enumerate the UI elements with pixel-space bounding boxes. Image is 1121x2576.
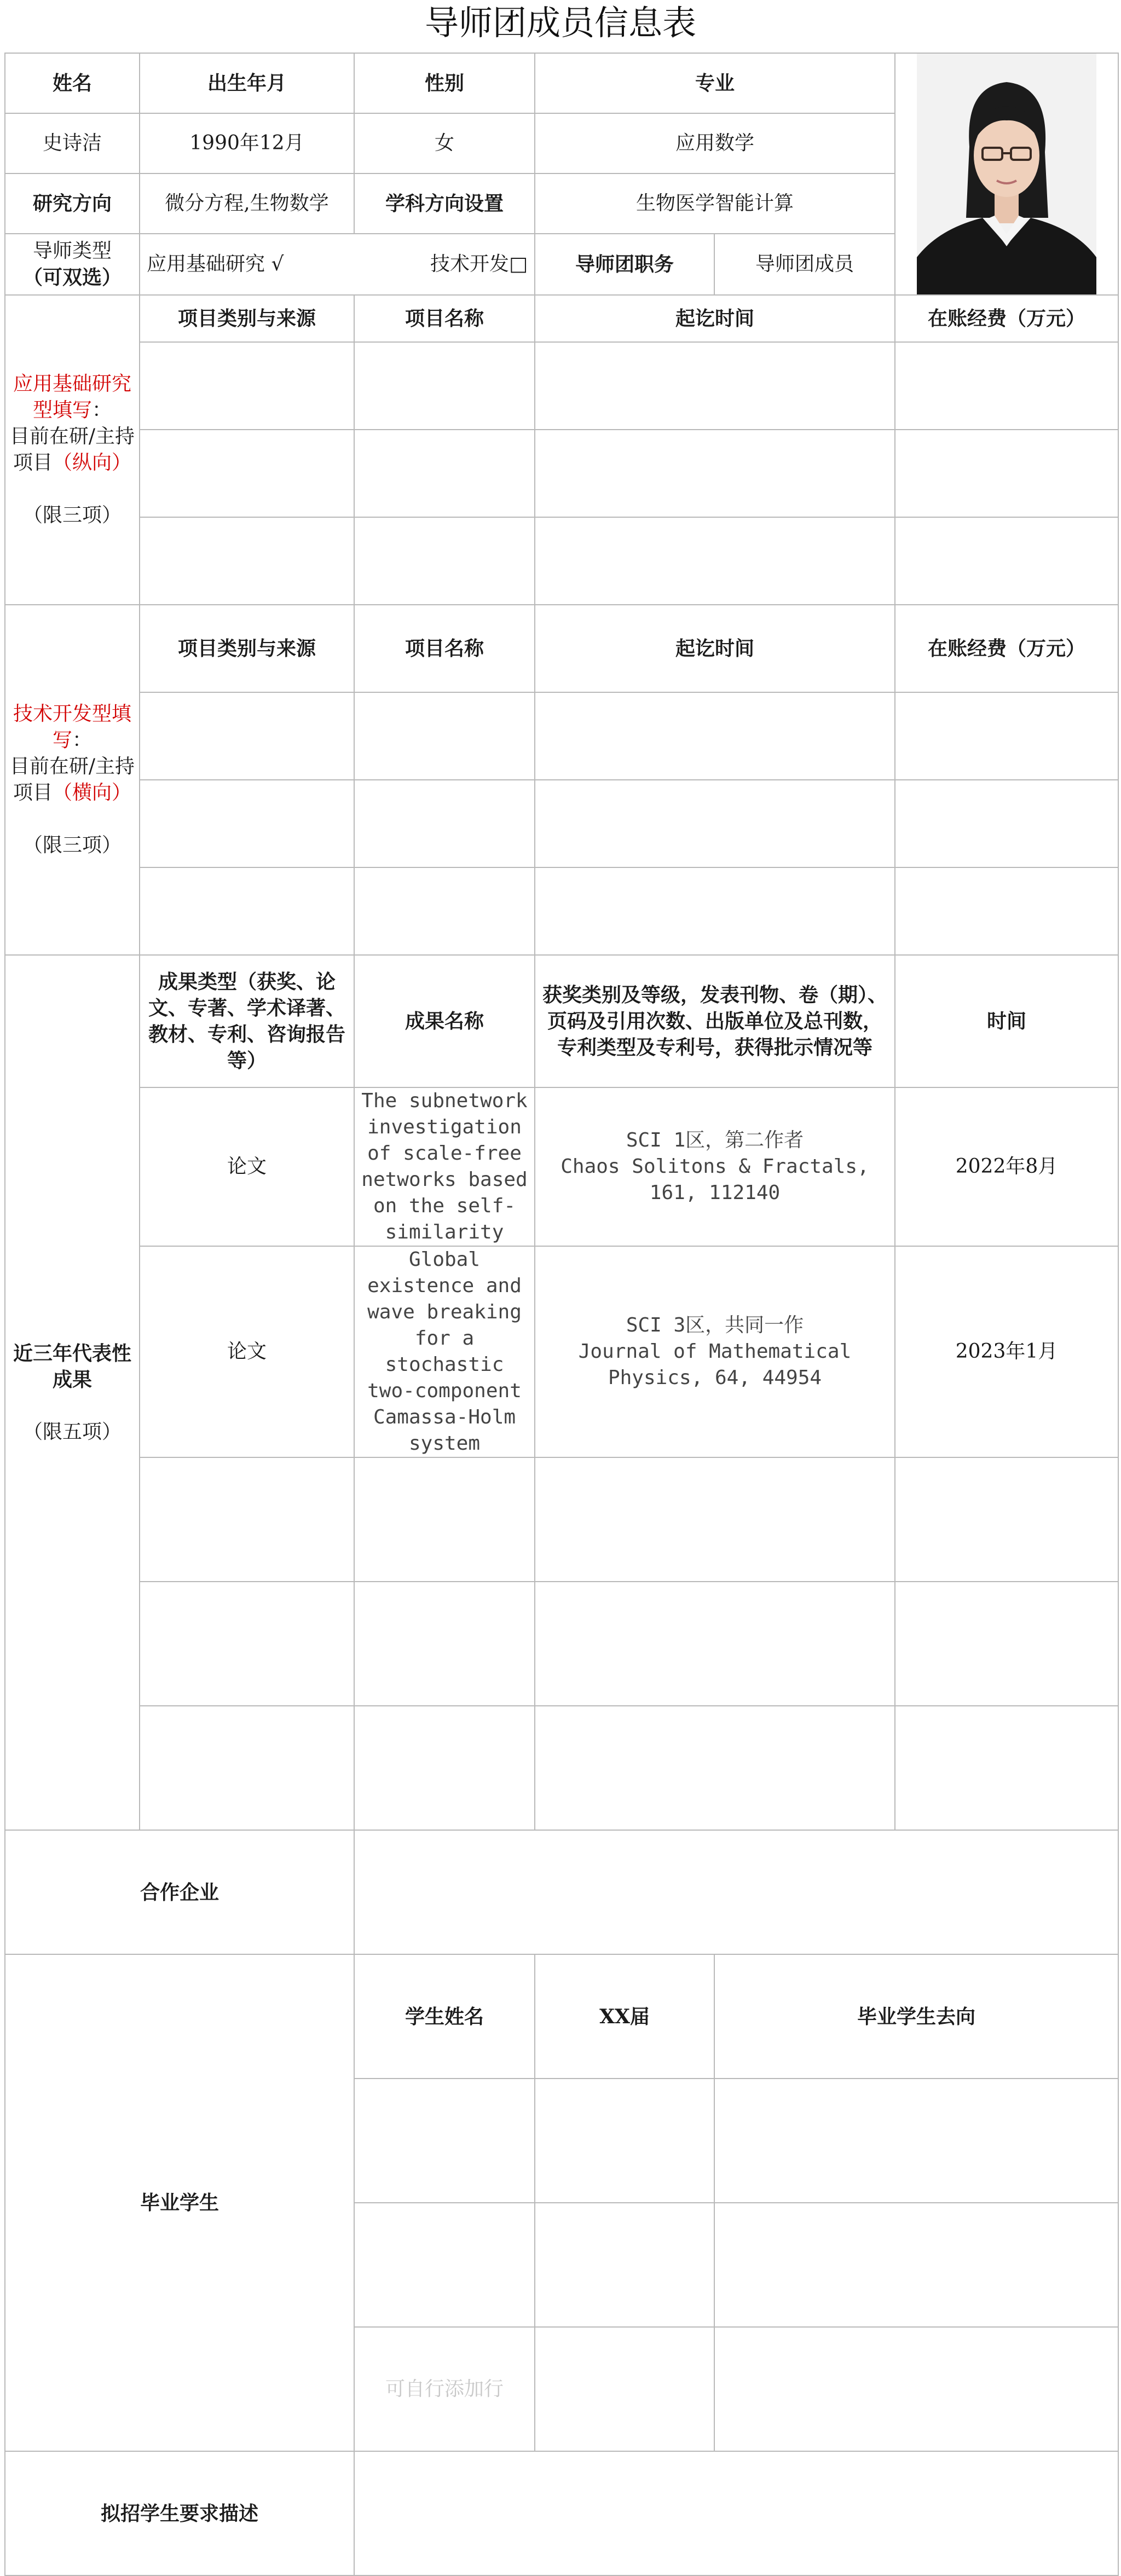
table-row xyxy=(5,342,1118,430)
table-cell[interactable] xyxy=(535,867,895,955)
table-cell[interactable] xyxy=(895,1582,1118,1706)
achievement-detail-line2: Journal of Mathematical Physics, 64, 44954 xyxy=(578,1340,852,1389)
table-cell[interactable] xyxy=(140,867,354,955)
discipline-label: 学科方向设置 xyxy=(354,173,535,234)
table-cell[interactable] xyxy=(895,867,1118,955)
table-cell[interactable] xyxy=(535,430,895,517)
graduates-label: 毕业学生 xyxy=(5,1954,354,2451)
tech-label-colon: ： xyxy=(72,729,93,751)
name-value: 史诗洁 xyxy=(5,113,140,173)
add-row-hint: 可自行添加行 xyxy=(354,2327,535,2451)
partner-value[interactable] xyxy=(354,1830,1118,1954)
table-cell[interactable] xyxy=(354,780,535,867)
col-student-name: 学生姓名 xyxy=(354,1954,535,2079)
birth-label: 出生年月 xyxy=(140,53,354,113)
col-student-class: XX届 xyxy=(535,1954,714,2079)
table-cell[interactable] xyxy=(354,867,535,955)
achievements-label xyxy=(5,955,140,1830)
table-cell[interactable] xyxy=(354,517,535,605)
partner-label: 合作企业 xyxy=(5,1830,354,1954)
page-title: 导师团成员信息表 xyxy=(424,3,696,43)
table-cell[interactable] xyxy=(535,2327,714,2451)
table-cell[interactable] xyxy=(895,430,1118,517)
table-cell[interactable] xyxy=(140,1706,354,1830)
table-cell[interactable] xyxy=(354,1457,535,1582)
portrait-photo xyxy=(917,54,1096,294)
tech-projects-label xyxy=(5,605,140,955)
achievement-detail-line1: SCI 1区，第二作者 xyxy=(626,1129,804,1151)
table-cell[interactable] xyxy=(354,1706,535,1830)
achievement-detail xyxy=(535,1087,895,1246)
col-tech-name: 项目名称 xyxy=(354,605,535,692)
col-project-source: 项目类别与来源 xyxy=(140,295,354,342)
col-project-name: 项目名称 xyxy=(354,295,535,342)
research-value: 微分方程,生物数学 xyxy=(140,173,354,234)
table-cell[interactable] xyxy=(140,692,354,780)
table-cell[interactable] xyxy=(354,430,535,517)
col-tech-period: 起讫时间 xyxy=(535,605,895,692)
table-cell[interactable] xyxy=(535,2079,714,2203)
table-row xyxy=(5,517,1118,605)
table-row xyxy=(5,780,1118,867)
major-value: 应用数学 xyxy=(535,113,895,173)
tech-label-red-2: （横向） xyxy=(53,782,132,804)
photo-cell xyxy=(895,53,1118,295)
discipline-value: 生物医学智能计算 xyxy=(535,173,895,234)
table-cell[interactable] xyxy=(535,2203,714,2327)
birth-value: 1990年12月 xyxy=(140,113,354,173)
table-row xyxy=(5,430,1118,517)
table-cell[interactable] xyxy=(895,780,1118,867)
table-cell[interactable] xyxy=(714,2203,1118,2327)
table-cell[interactable] xyxy=(535,1706,895,1830)
table-cell[interactable] xyxy=(140,430,354,517)
table-row xyxy=(5,1582,1118,1706)
achievement-detail-line1: SCI 3区，共同一作 xyxy=(626,1314,804,1336)
table-row xyxy=(5,692,1118,780)
tutor-type-value xyxy=(140,234,535,295)
basic-label-red-2: （纵向） xyxy=(53,451,132,474)
gender-value: 女 xyxy=(354,113,535,173)
table-cell[interactable] xyxy=(535,1582,895,1706)
achievement-time: 2023年1月 xyxy=(895,1246,1118,1457)
col-achievement-name: 成果名称 xyxy=(354,955,535,1087)
table-cell[interactable] xyxy=(354,1582,535,1706)
basic-label-black: 目前在研/主持项目 xyxy=(9,425,135,474)
achievement-detail xyxy=(535,1246,895,1457)
achievement-name: The subnetwork investigation of scale-free networks based on the self-similarity xyxy=(354,1087,535,1246)
table-row xyxy=(5,1457,1118,1582)
basic-label-colon: ： xyxy=(92,399,112,421)
table-row xyxy=(5,1246,1118,1457)
table-cell[interactable] xyxy=(140,1582,354,1706)
tech-label-limit: （限三项） xyxy=(22,834,122,856)
col-achievement-time: 时间 xyxy=(895,955,1118,1087)
col-project-period: 起讫时间 xyxy=(535,295,895,342)
tech-label-black: 目前在研/主持项目 xyxy=(9,755,135,804)
col-tech-source: 项目类别与来源 xyxy=(140,605,354,692)
table-cell[interactable] xyxy=(535,1457,895,1582)
type-basic-option: 应用基础研究 √ xyxy=(147,252,284,275)
requirements-value[interactable] xyxy=(354,2451,1118,2575)
achievement-detail-line2: Chaos Solitons & Fractals, 161, 112140 xyxy=(560,1155,869,1204)
table-cell[interactable] xyxy=(895,1706,1118,1830)
basic-label-red: 应用基础研究型填写 xyxy=(13,373,131,421)
col-achievement-type: 成果类型（获奖、论文、专著、学术译著、教材、专利、咨询报告等） xyxy=(140,955,354,1087)
col-project-funds: 在账经费（万元） xyxy=(895,295,1118,342)
type-tech-option: 技术开发□ xyxy=(430,252,528,275)
table-cell[interactable] xyxy=(140,342,354,430)
basic-label-limit: （限三项） xyxy=(22,504,122,526)
col-achievement-detail: 获奖类别及等级，发表刊物、卷（期）、页码及引用次数、出版单位及总刊数，专利类型及专利号，获得批示情况等 xyxy=(535,955,895,1087)
tutor-type-label xyxy=(5,234,140,295)
tutor-type-label-line2: （可双选） xyxy=(22,265,122,289)
table-cell[interactable] xyxy=(714,2079,1118,2203)
table-cell[interactable] xyxy=(895,1457,1118,1582)
table-cell[interactable] xyxy=(535,780,895,867)
gender-label: 性别 xyxy=(354,53,535,113)
major-label: 专业 xyxy=(535,53,895,113)
basic-projects-label xyxy=(5,295,140,605)
achievements-label-limit: （限五项） xyxy=(22,1420,122,1443)
table-cell[interactable] xyxy=(535,517,895,605)
table-cell[interactable] xyxy=(535,692,895,780)
name-label: 姓名 xyxy=(5,53,140,113)
info-table xyxy=(4,53,1119,2576)
table-row xyxy=(5,1087,1118,1246)
achievement-name: Global existence and wave breaking for a stochastic two-component Camassa-Holm system xyxy=(354,1246,535,1457)
research-label: 研究方向 xyxy=(5,173,140,234)
table-row xyxy=(5,867,1118,955)
table-row xyxy=(5,1706,1118,1830)
requirements-label: 拟招学生要求描述 xyxy=(5,2451,354,2575)
table-cell[interactable] xyxy=(714,2327,1118,2451)
tutor-type-label-line1: 导师类型 xyxy=(32,239,112,262)
col-tech-funds: 在账经费（万元） xyxy=(895,605,1118,692)
table-cell[interactable] xyxy=(140,517,354,605)
team-role-value: 导师团成员 xyxy=(714,234,895,295)
table-cell[interactable] xyxy=(895,517,1118,605)
table-cell[interactable] xyxy=(354,692,535,780)
achievement-type: 论文 xyxy=(140,1087,354,1246)
table-cell[interactable] xyxy=(895,692,1118,780)
achievement-type: 论文 xyxy=(140,1246,354,1457)
table-cell[interactable] xyxy=(140,780,354,867)
table-cell[interactable] xyxy=(354,342,535,430)
table-cell[interactable] xyxy=(354,2203,535,2327)
tech-label-red: 技术开发型填写 xyxy=(13,703,131,751)
table-cell[interactable] xyxy=(354,2079,535,2203)
team-role-label: 导师团职务 xyxy=(535,234,714,295)
table-cell[interactable] xyxy=(535,342,895,430)
col-student-destination: 毕业学生去向 xyxy=(714,1954,1118,2079)
achievement-time: 2022年8月 xyxy=(895,1087,1118,1246)
table-cell[interactable] xyxy=(895,342,1118,430)
achievements-label-text: 近三年代表性成果 xyxy=(13,1341,131,1391)
table-cell[interactable] xyxy=(140,1457,354,1582)
